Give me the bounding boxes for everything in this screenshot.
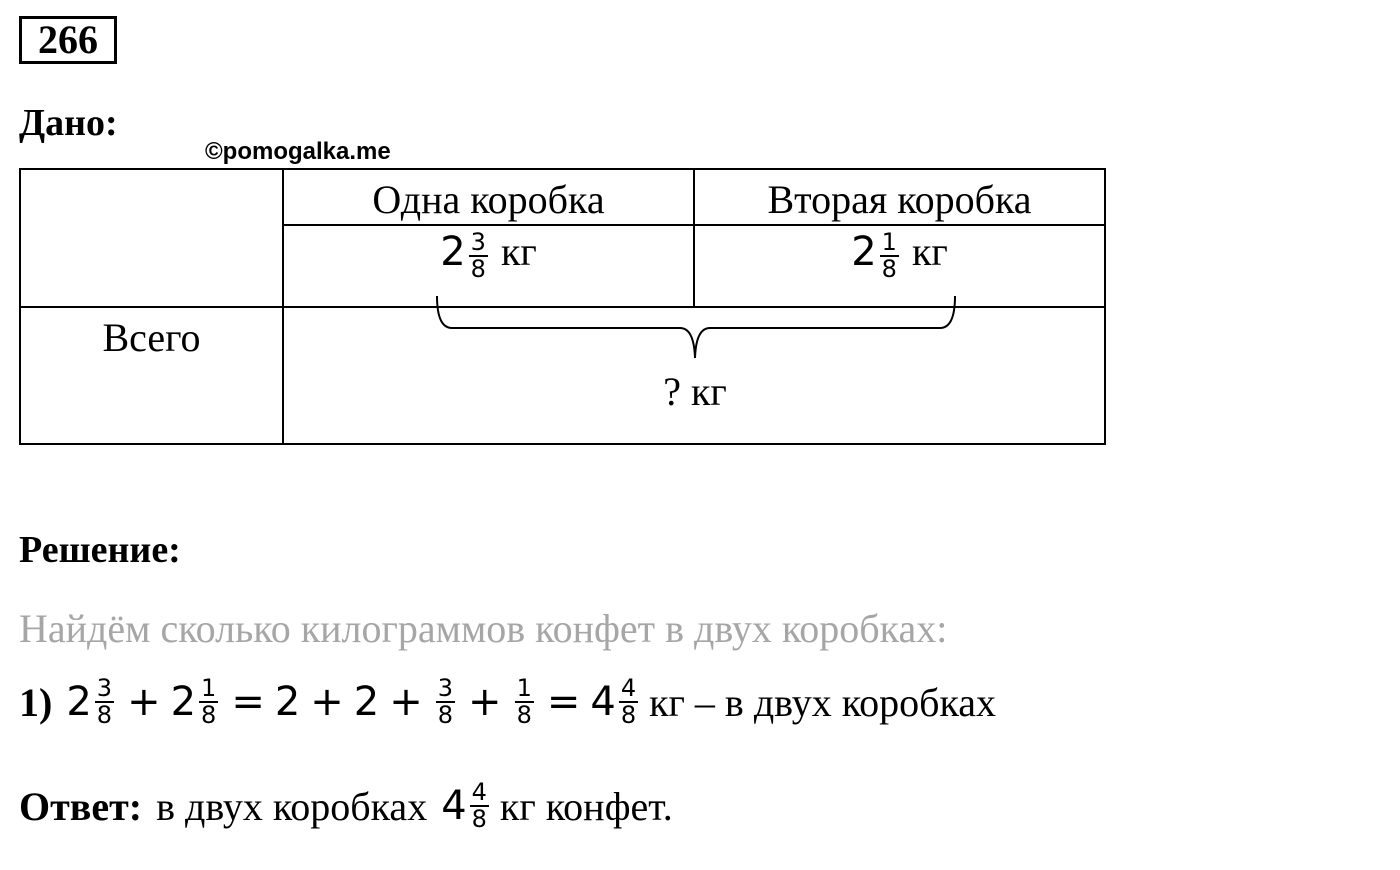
step-result-text: кг – в двух коробках [649,679,997,725]
row-label-total: Всего [102,315,201,360]
value-box-one: 2 $\frac{3}{8}$ кг [440,227,537,283]
fraction: $\frac{4}{8}$ [471,778,487,834]
value-box-two: 2 $\frac{1}{8}$ кг [851,227,948,283]
answer-text-after: кг конфет. [499,783,673,829]
given-heading: Дано: [19,102,118,144]
fraction: $\frac{3}{8}$ [437,674,454,730]
problem-number: 266 [19,16,117,64]
fraction: $\frac{1}{8}$ [201,674,217,730]
header-box-two: Вторая коробка [767,177,1032,222]
answer-line: Ответ: в двух коробках 4 $\frac{4}{8}$ кг конфет. [19,778,673,834]
solution-heading: Решение: [19,529,181,571]
fraction: $\frac{1}{8}$ [881,227,897,283]
step-label: 1) [19,679,53,725]
header-box-one: Одна коробка [372,177,605,222]
fraction: $\frac{1}{8}$ [516,674,532,730]
fraction: $\frac{3}{8}$ [96,674,113,730]
solution-step-1: 1) 2 $\frac{3}{8}$ + 2 $\frac{1}{8}$ = 2 + 2 + $\frac{3}{8}$ + $\frac{1}{8}$ = 4 $\frac{4}{8}$ кг – в двух коробках [19,674,997,730]
answer-label: Ответ: [19,783,143,829]
answer-text-before: в двух коробках [156,783,428,829]
total-value: ? кг [663,369,727,414]
fraction: $\frac{3}{8}$ [470,227,486,283]
watermark: ©pomogalka.me [205,138,391,165]
instruction-text: Найдём сколько килограммов конфет в двух коробках: [19,606,948,651]
fraction: $\frac{4}{8}$ [620,674,637,730]
